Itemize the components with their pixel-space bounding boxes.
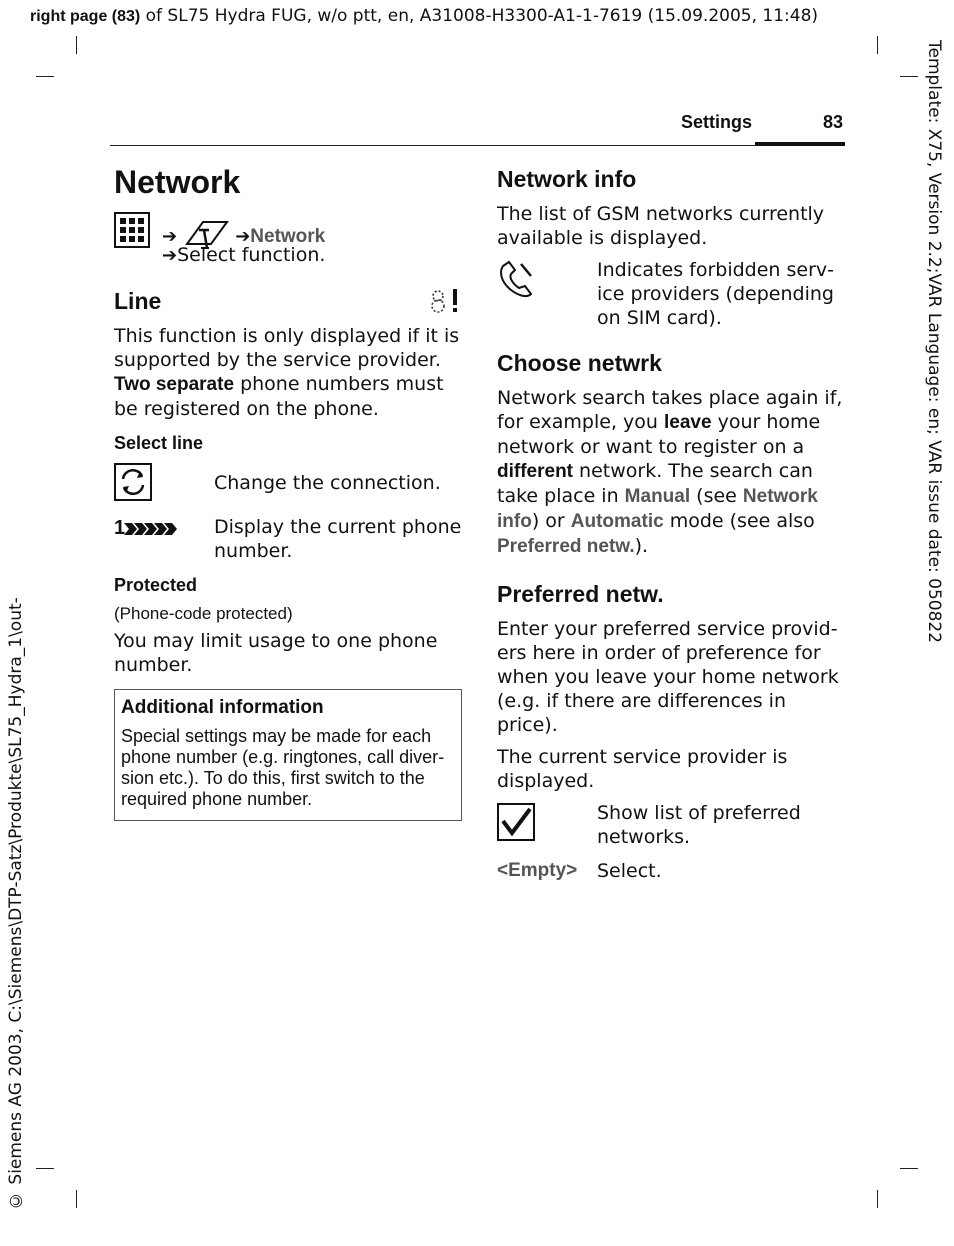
preferred-network-text-2: The current service provider is displayed. (497, 746, 788, 792)
left-column (114, 160, 462, 821)
forbidden-network-icon (497, 260, 537, 302)
crop-mark (36, 1168, 54, 1169)
provider-dependent-icon (424, 288, 460, 314)
checkmark-icon (497, 803, 535, 841)
protected-text: You may limit usage to one phone number. (114, 630, 438, 676)
arrow-right-icon: ➔ (162, 226, 178, 247)
select-line-heading: Select line (114, 433, 204, 453)
line-heading: Line (114, 288, 162, 314)
line-para-1: This function is only displayed if it is supported by the service provider. (114, 325, 460, 371)
menu-path-line-2 (162, 244, 325, 266)
arrow-right-icon: ➔ (162, 245, 178, 266)
crop-mark (877, 36, 878, 54)
leave-bold: leave (663, 412, 712, 433)
manual-ref: Manual (624, 486, 691, 507)
protected-heading: Protected (114, 575, 198, 595)
page-number: 83 (822, 112, 843, 132)
empty-entry-row (497, 859, 845, 883)
menu-path (114, 208, 462, 268)
crop-mark (76, 1190, 77, 1208)
additional-info-box (114, 689, 462, 821)
select-function-text: Select function. (177, 244, 326, 266)
change-connection-row (114, 463, 462, 505)
two-separate-bold: Two separate (114, 374, 235, 395)
network-info-text: The list of GSM networks currently available is displayed. (497, 203, 825, 249)
show-list-row (497, 801, 845, 853)
preferred-netw-ref: Preferred netw. (497, 536, 635, 557)
different-bold: different (497, 461, 573, 482)
section-name: Settings (680, 112, 752, 132)
protected-subheading: (Phone-code protected) (114, 604, 293, 623)
network-info-heading: Network info (497, 166, 637, 192)
copyright-path-vertical: © Siemens AG 2003, C:\Siemens\DTP-Satz\Produkte\SL75_Hydra_1\out- (6, 597, 26, 1210)
automatic-ref: Automatic (570, 511, 664, 532)
change-connection-text: Change the connection. (214, 472, 441, 494)
right-column (497, 160, 845, 883)
network-info-ref: Network info (497, 486, 818, 532)
arrow-right-icon: ➔ (235, 226, 251, 247)
additional-info-text: Special settings may be made for each phone number (e.g. ringtones, call diversion etc.). To do this, first switch to the required phone number. (121, 726, 445, 809)
line-heading-row (114, 286, 462, 318)
show-list-text: Show list of preferred networks. (597, 802, 801, 848)
forbidden-provider-row (497, 258, 845, 330)
crop-mark (900, 1168, 918, 1169)
empty-select-text: Select. (597, 860, 662, 882)
crop-mark (877, 1190, 878, 1208)
header-tab-bar (755, 142, 845, 146)
page-ref: right page (83) (30, 8, 141, 25)
preferred-network-heading: Preferred netw. (497, 581, 664, 607)
empty-label: <Empty> (497, 860, 578, 881)
choose-network-text: Network search takes place again if, for example, you leave your home network or want to register on a different network. The search can take place in Manual (see Network info) or Automatic mode (see also Preferred netw.). (497, 387, 843, 557)
menu-grid-icon (114, 212, 150, 248)
display-number-text: Display the current phone number. (214, 516, 462, 562)
crop-mark (76, 36, 77, 54)
page-title: Network (114, 164, 241, 200)
running-head (110, 110, 845, 146)
crop-mark (36, 76, 54, 77)
header-rule (110, 145, 845, 146)
line-para-2: Two separate phone numbers must be registered on the phone. (114, 373, 444, 420)
display-number-row (114, 515, 462, 563)
forbidden-provider-text: Indicates forbidden service providers (depending on SIM card). (597, 259, 835, 329)
additional-info-title: Additional information (121, 697, 324, 718)
line-one-indicator-icon (114, 515, 180, 539)
file-info-header (30, 6, 818, 26)
preferred-network-text-1: Enter your preferred service providers here in order of preference for when you leave your home network (e.g. if there are differences in price). (497, 618, 839, 736)
template-info-vertical: Template: X75, Version 2.2;VAR Language: en; VAR issue date: 050822 (924, 40, 944, 644)
crop-mark (900, 76, 918, 77)
choose-network-heading: Choose netwrk (497, 350, 662, 376)
file-info-text: of SL75 Hydra FUG, w/o ptt, en, A31008-H3300-A1-1-7619 (15.09.2005, 11:48) (140, 6, 819, 26)
swap-lines-icon (114, 463, 152, 501)
svg-text:1: 1 (114, 517, 126, 539)
menu-path-network: Network (250, 226, 326, 247)
